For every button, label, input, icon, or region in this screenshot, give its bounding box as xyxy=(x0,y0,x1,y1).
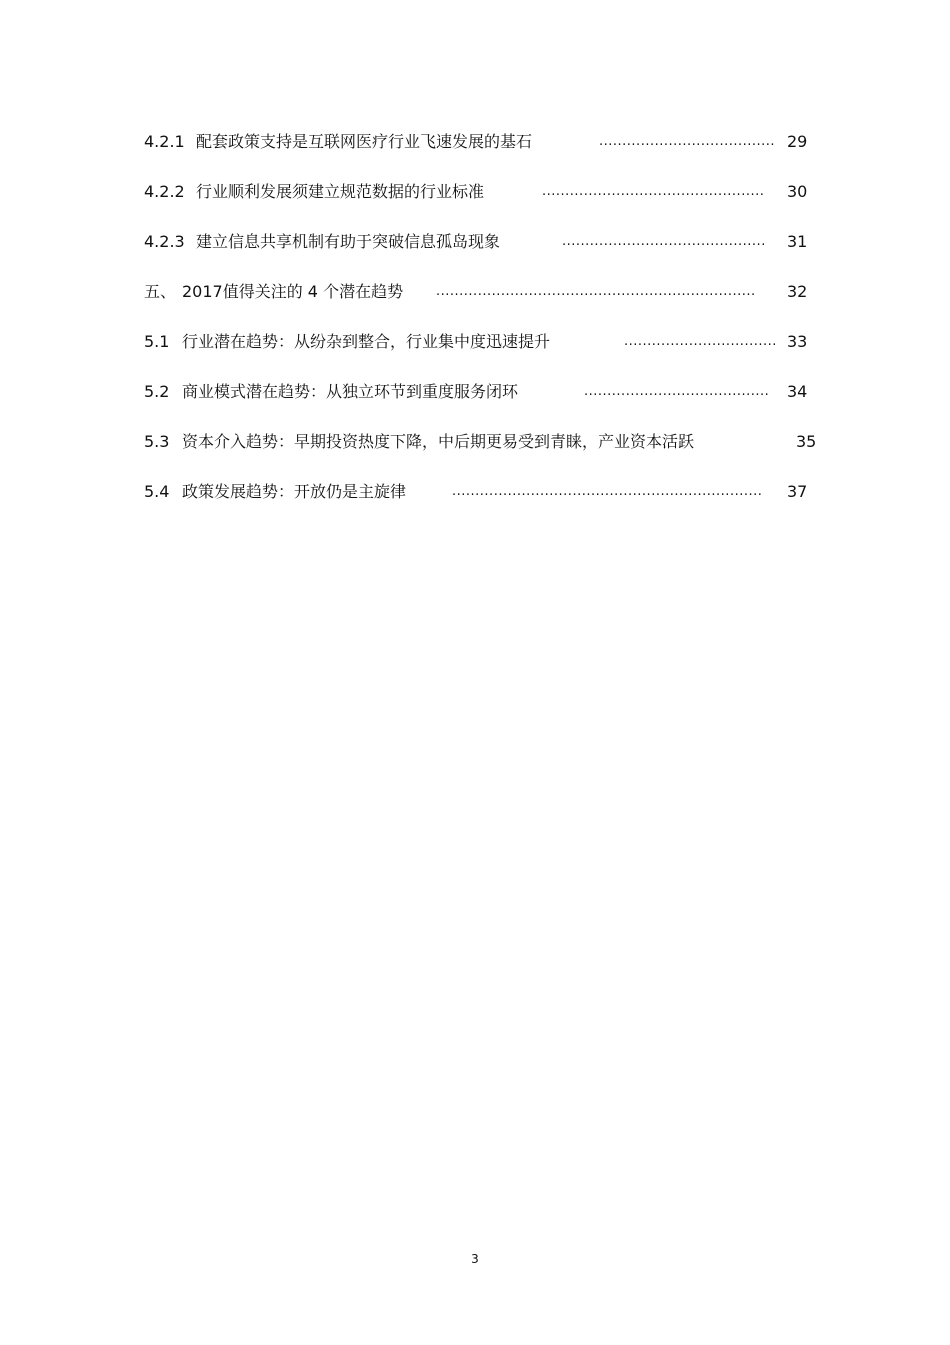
toc-title: 商业模式潜在趋势：从独立环节到重度服务闭环 xyxy=(182,382,519,401)
toc-leader-dots: ................................................ xyxy=(542,184,765,199)
page-footer-number: 3 xyxy=(471,1252,479,1266)
toc-page-number: 34 xyxy=(787,382,808,401)
toc-title: 行业顺利发展须建立规范数据的行业标准 xyxy=(196,182,485,201)
toc-number: 5.2 xyxy=(144,382,170,401)
toc-entry[interactable] xyxy=(144,480,844,504)
toc-leader-dots: ..................................................................... xyxy=(436,284,756,299)
toc-page-number: 31 xyxy=(787,232,808,251)
toc-entry[interactable] xyxy=(144,330,844,354)
toc-entry[interactable] xyxy=(144,430,844,454)
toc-number: 4.2.3 xyxy=(144,232,185,251)
toc-page-number: 29 xyxy=(787,132,808,151)
toc-page-number: 35 xyxy=(796,432,817,451)
toc-page-number: 30 xyxy=(787,182,808,201)
toc-leader-dots: ...................................... xyxy=(599,134,776,149)
toc-number: 4.2.2 xyxy=(144,182,185,201)
toc-title: 建立信息共享机制有助于突破信息孤岛现象 xyxy=(196,232,501,251)
toc-entry[interactable] xyxy=(144,130,844,154)
toc-leader-dots: ................................................................... xyxy=(452,484,763,499)
toc-title: 政策发展趋势：开放仍是主旋律 xyxy=(182,482,407,501)
toc-entry[interactable] xyxy=(144,280,844,304)
toc-title: 2017值得关注的 4 个潜在趋势 xyxy=(182,282,404,301)
toc-title: 行业潜在趋势：从纷杂到整合，行业集中度迅速提升 xyxy=(182,332,551,351)
toc-page-number: 32 xyxy=(787,282,808,301)
toc-title: 配套政策支持是互联网医疗行业飞速发展的基石 xyxy=(196,132,533,151)
toc-entry[interactable] xyxy=(144,180,844,204)
toc-leader-dots: ................................. xyxy=(624,334,777,349)
toc-number: 5.4 xyxy=(144,482,170,501)
toc-number: 五、 xyxy=(144,282,177,301)
toc-leader-dots: ............................................ xyxy=(562,234,766,249)
toc-title: 资本介入趋势：早期投资热度下降，中后期更易受到青睐，产业资本活跃 xyxy=(182,432,695,451)
toc-number: 5.3 xyxy=(144,432,170,451)
toc-page-number: 33 xyxy=(787,332,808,351)
toc-page-number: 37 xyxy=(787,482,808,501)
toc-number: 4.2.1 xyxy=(144,132,185,151)
toc-entry[interactable] xyxy=(144,380,844,404)
toc-entry[interactable] xyxy=(144,230,844,254)
toc-number: 5.1 xyxy=(144,332,170,351)
toc-leader-dots: ........................................ xyxy=(584,384,770,399)
